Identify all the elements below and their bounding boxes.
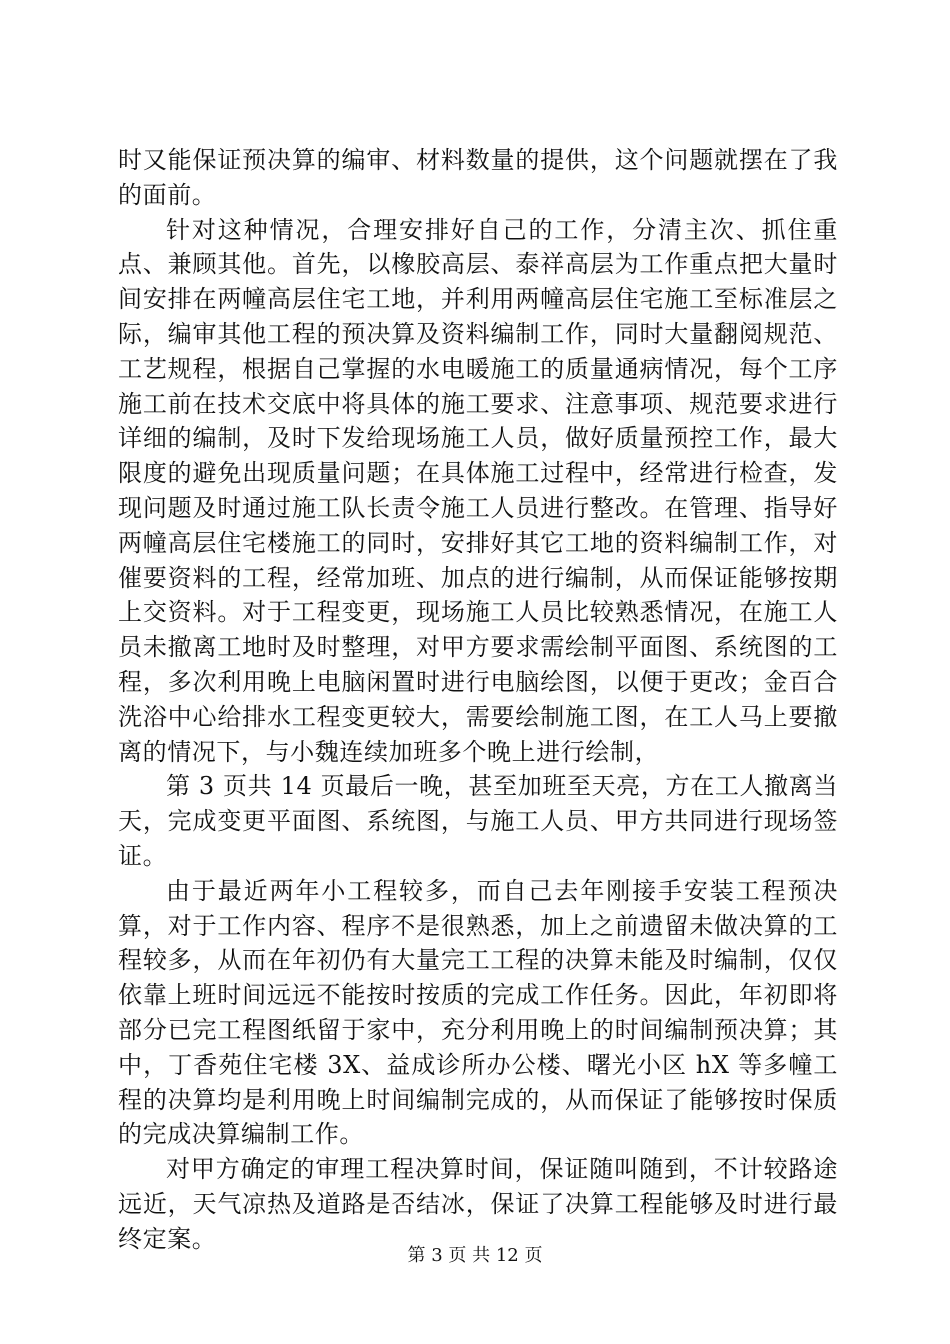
page-footer: 第 3 页 共 12 页 xyxy=(407,1245,543,1266)
paragraph-budget-settlement: 由于最近两年小工程较多，而自己去年刚接手安装工程预决算，对于工作内容、程序不是很熟悉，加上之前遗留未做决算的工程较多，从而在年初仍有大量完工工程的决算未能及时编制，仅仅依靠上班时间远远不能按时按质的完成工作任务。因此，年初即将部分已完工程图纸留于家中，充分利用晚上的时间编制预决算；其中，丁香苑住宅楼 3X、益成诊所办公楼、曙光小区 hX 等多幢工程的决算均是利用晚上时间编制完成的，从而保证了能够按时保质的完成决算编制工作。 xyxy=(118,876,838,1149)
paragraph-work-arrangement: 针对这种情况，合理安排好自己的工作，分清主次、抓住重点、兼顾其他。首先，以橡胶高层、泰祥高层为工作重点把大量时间安排在两幢高层住宅工地，并利用两幢高层住宅施工至标准层之际，编审其他工程的预决算及资料编制工作，同时大量翻阅规范、工艺规程，根据自己掌握的水电暖施工的质量通病情况，每个工序施工前在技术交底中将具体的施工要求、注意事项、规范要求进行详细的编制，及时下发给现场施工人员，做好质量预控工作，最大限度的避免出现质量问题；在具体施工过程中，经常进行检查，发现问题及时通过施工队长责令施工人员进行整改。在管理、指导好两幢高层住宅楼施工的同时，安排好其它工地的资料编制工作，对催要资料的工程，经常加班、加点的进行编制，从而保证能够按期上交资料。对于工程变更，现场施工人员比较熟悉情况，在施工人员未撤离工地时及时整理，对甲方要求需绘制平面图、系统图的工程，多次利用晚上电脑闲置时进行电脑绘图，以便于更改；金百合洗浴中心给排水工程变更较大，需要绘制施工图，在工人马上要撤离的情况下，与小魏连续加班多个晚上进行绘制， xyxy=(118,215,838,766)
document-body xyxy=(118,143,838,1257)
paragraph-review-timing: 对甲方确定的审理工程决算时间，保证随叫随到，不计较路途远近，天气凉热及道路是否结冰，保证了决算工程能够及时进行最终定案。 xyxy=(118,1155,838,1253)
paragraph-continuation: 时又能保证预决算的编审、材料数量的提供，这个问题就摆在了我的面前。 xyxy=(118,146,838,209)
paragraph-last-night: 第 3 页共 14 页最后一晚，甚至加班至天亮，方在工人撤离当天，完成变更平面图、系统图，与施工人员、甲方共同进行现场签证。 xyxy=(118,772,838,870)
